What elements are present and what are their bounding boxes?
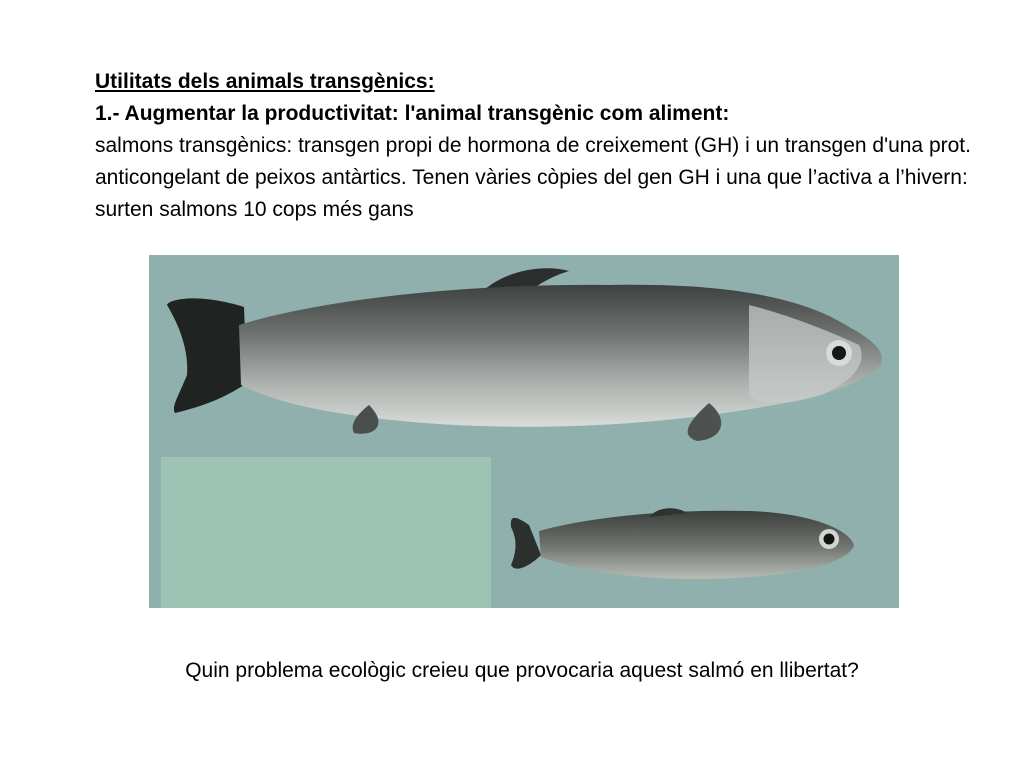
slide-subtitle: 1.- Augmentar la productivitat: l'animal transgènic com aliment:	[95, 102, 730, 125]
slide-body-text: salmons transgènics: transgen propi de hormona de creixement (GH) i un transgen d'una prot. anticongelant de peixos antàrtics. Tenen vàries còpies del gen GH i una que l’activa a l’hivern: surten salmons 10 cops més gans	[95, 134, 971, 221]
photo-overlay-panel	[161, 457, 491, 608]
discussion-question: Quin problema ecològic creieu que provocaria aquest salmó en llibertat?	[185, 659, 859, 682]
slide-title: Utilitats dels animals transgènics:	[95, 70, 435, 93]
salmon-comparison-photo	[149, 255, 899, 608]
slide-text-block	[95, 66, 975, 226]
